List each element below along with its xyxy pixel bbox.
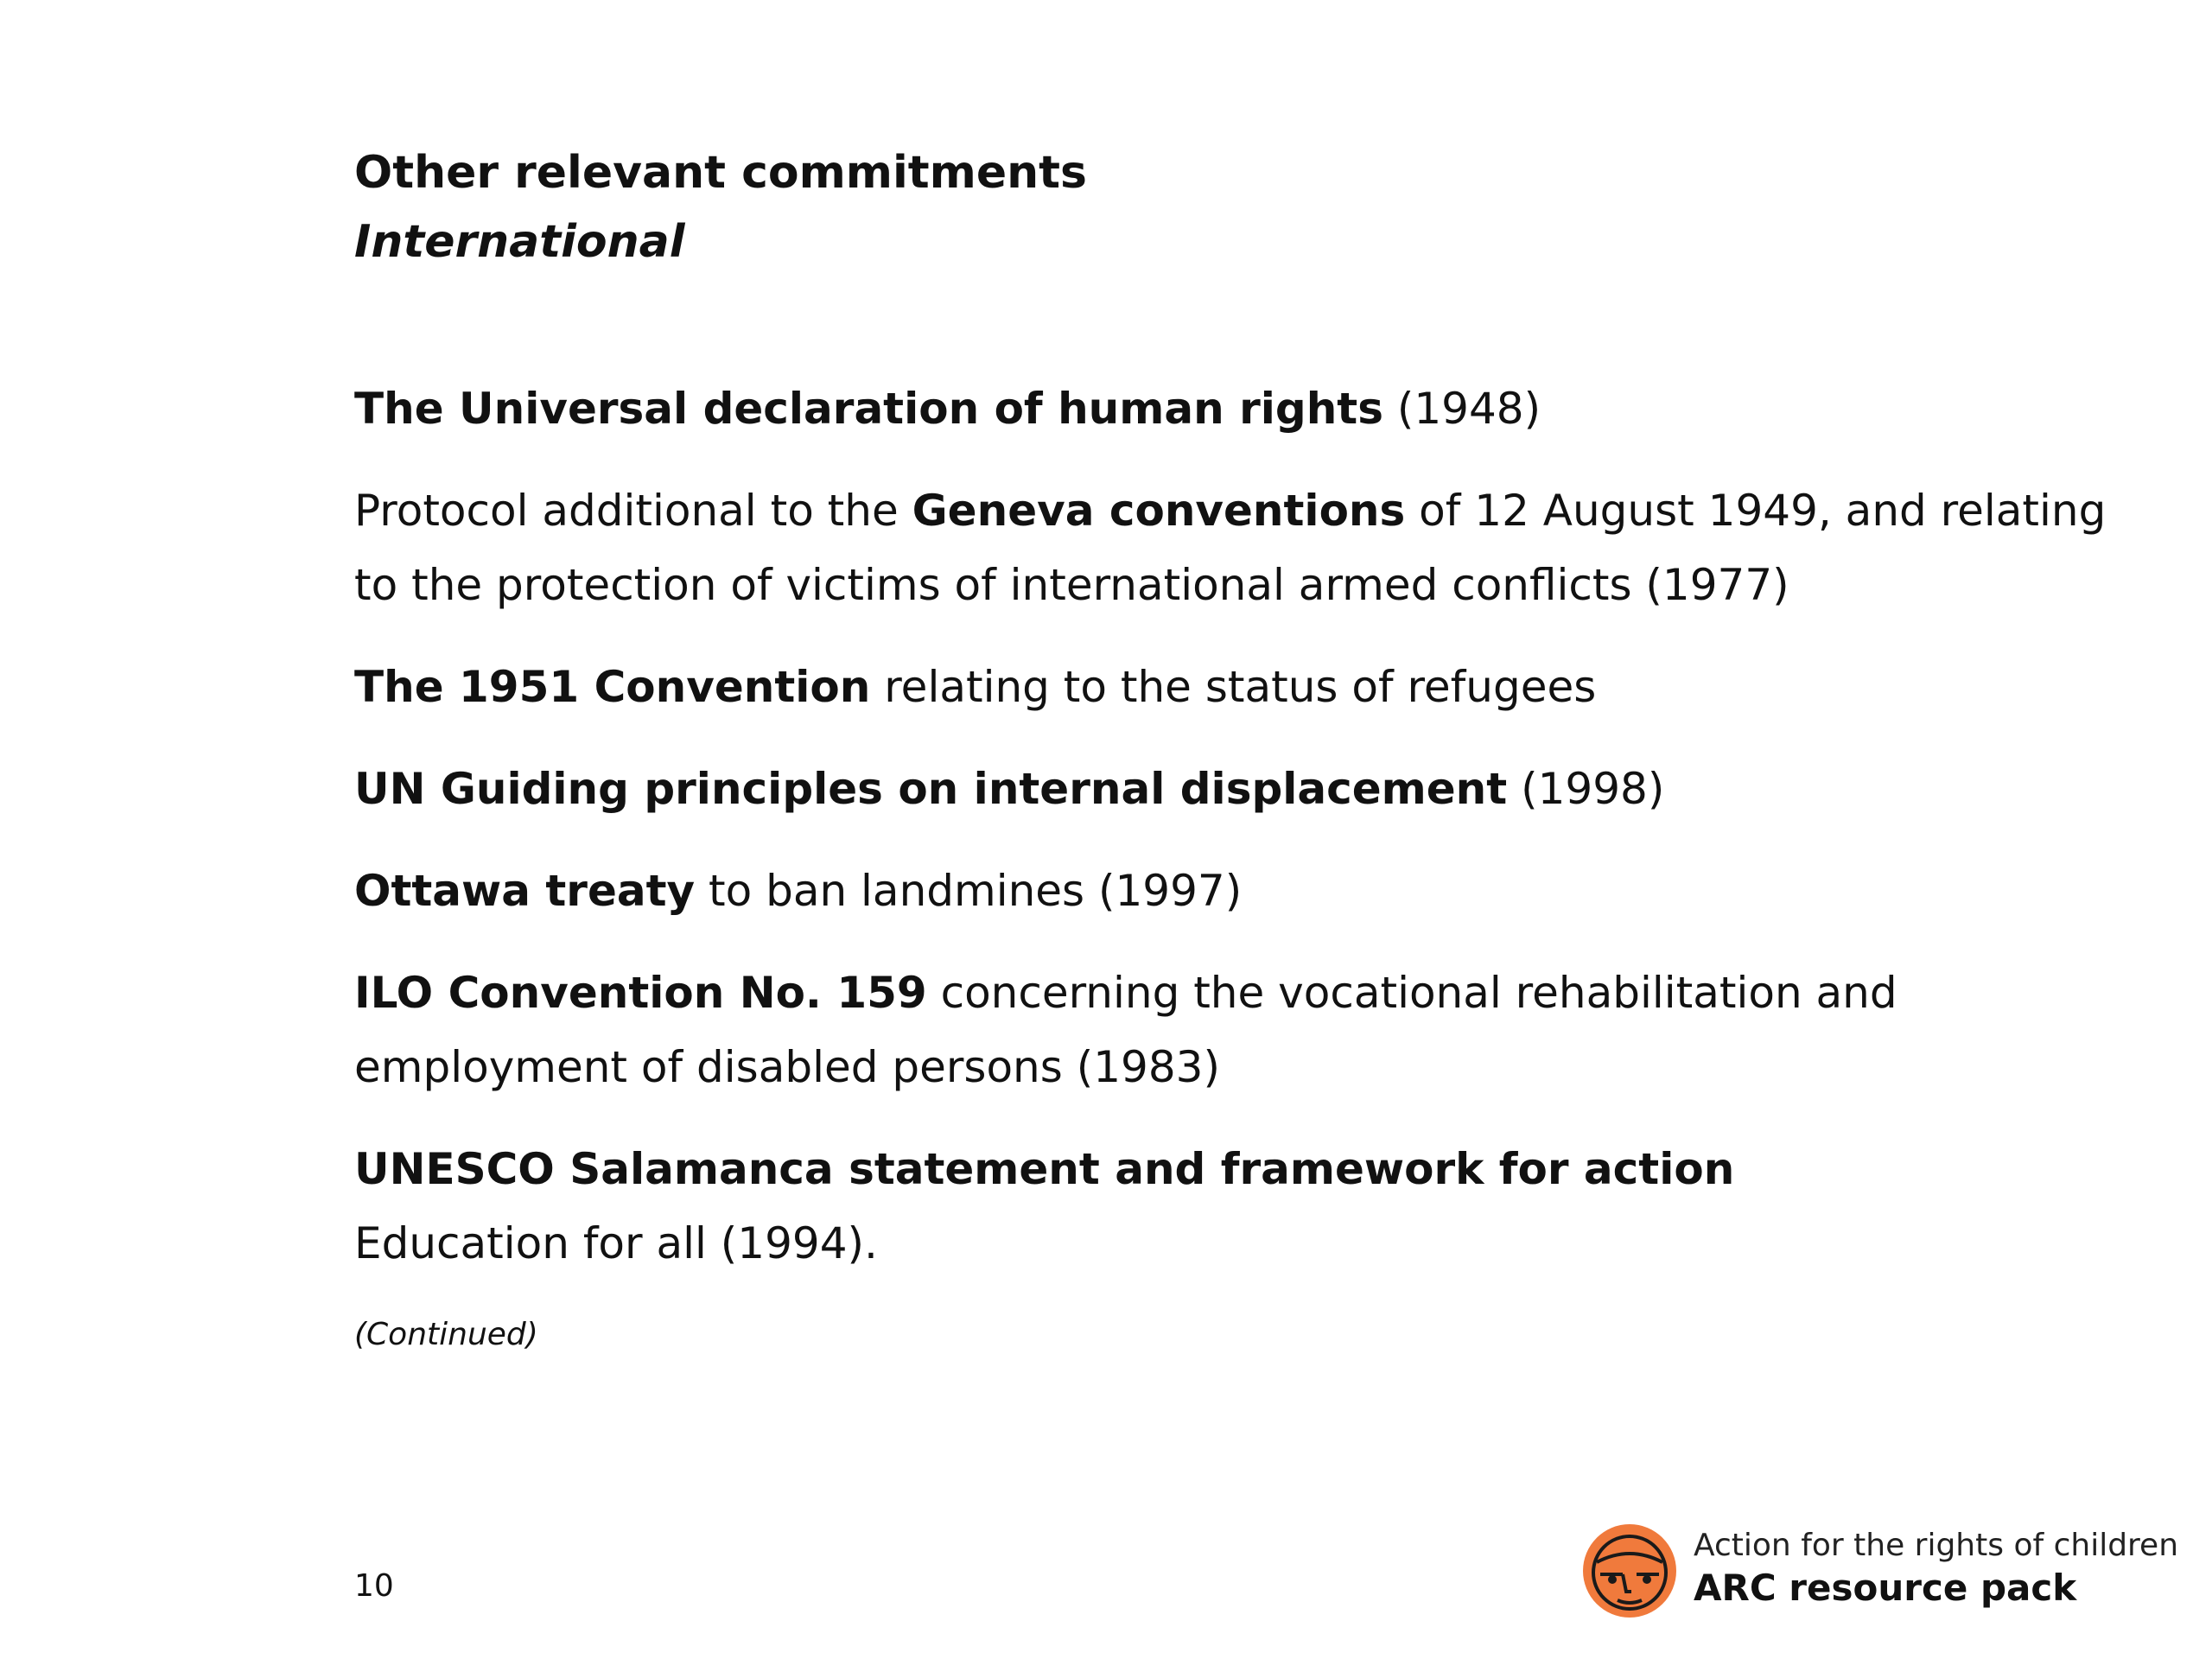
page-number: 10 [354, 1568, 394, 1604]
continued-note: (Continued) [354, 1317, 538, 1352]
item-detail: (1948) [1382, 384, 1541, 434]
footer-brand [1581, 1522, 2179, 1626]
brand-tagline: Action for the rights of children [1694, 1528, 2179, 1563]
item-detail: of 12 August 1949, and relating to the protection of victims of international armed conflicts (1977) [354, 486, 2107, 610]
commitment-item [354, 372, 2152, 446]
brand-title: ARC resource pack [1694, 1567, 2077, 1609]
commitment-item [354, 956, 2152, 1104]
item-detail: to ban landmines (1997) [695, 866, 1243, 916]
item-title: The Universal declaration of human rights [354, 384, 1383, 434]
item-title: The 1951 Convention [354, 662, 871, 712]
commitment-item [354, 474, 2152, 622]
item-detail: concerning the vocational rehabilitation and employment of disabled persons (1983) [354, 968, 1897, 1092]
commitment-item [354, 650, 2152, 724]
section-heading: Other relevant commitments [354, 147, 1087, 199]
arc-face-logo-icon [1581, 1522, 1678, 1619]
item-detail: (1998) [1507, 764, 1665, 814]
brand-text [1694, 1526, 2179, 1611]
content-area [354, 138, 2152, 1357]
commitment-item [354, 1132, 2152, 1281]
item-title: Ottawa treaty [354, 866, 696, 916]
item-title: UN Guiding principles on internal displacement [354, 764, 1508, 814]
commitment-item [354, 752, 2152, 826]
item-title: Geneva conventions [912, 486, 1406, 536]
item-prefix: Protocol additional to the [354, 486, 912, 536]
item-detail: relating to the status of refugees [870, 662, 1597, 712]
item-title: ILO Convention No. 159 [354, 968, 927, 1018]
item-title: UNESCO Salamanca statement and framework for action [354, 1144, 1735, 1194]
commitment-item [354, 854, 2152, 928]
section-subheading: International [354, 216, 685, 268]
item-detail: Education for all (1994). [354, 1218, 878, 1268]
